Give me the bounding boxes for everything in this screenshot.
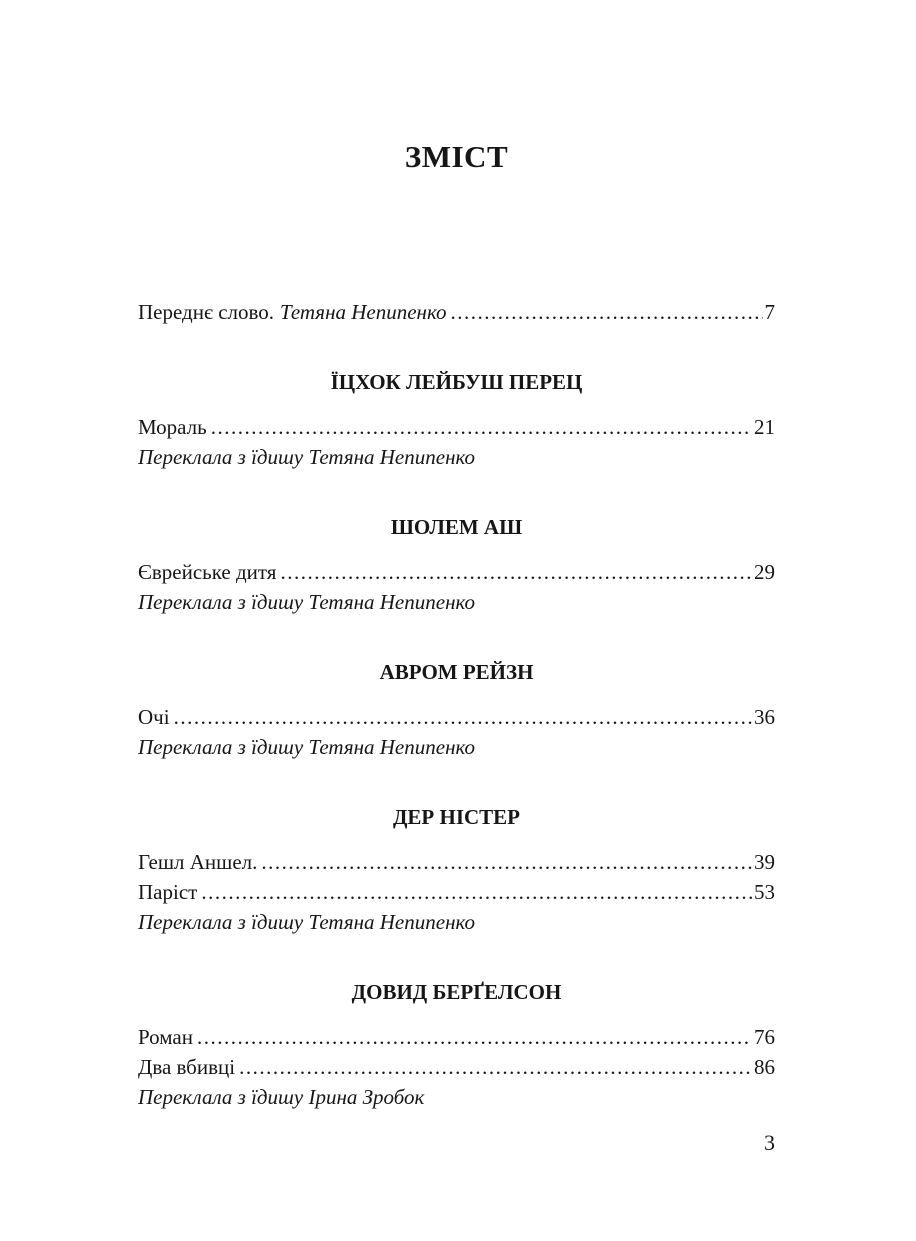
toc-entry-page: 7: [764, 300, 775, 324]
leader-dots: [170, 702, 752, 732]
toc-section: [138, 657, 775, 762]
translator-note: Переклала з їдишу Ірина Зробок: [138, 1085, 425, 1109]
toc-content: [138, 0, 775, 1112]
toc-section: [138, 802, 775, 937]
toc-entry: [138, 847, 775, 877]
toc-entry-page: 76: [754, 1025, 775, 1049]
toc-entry-title: Гешл Аншел.: [138, 850, 258, 874]
toc-entry: [138, 702, 775, 732]
toc-entry-page: 36: [754, 705, 775, 729]
toc-entry: [138, 557, 775, 587]
toc-entry-page: 86: [754, 1055, 775, 1079]
toc-entry-title: Мораль: [138, 415, 207, 439]
toc-entry: [138, 877, 775, 907]
toc-entry: [138, 1052, 775, 1082]
toc-entry: [138, 1022, 775, 1052]
leader-dots: [447, 297, 763, 327]
toc-entry-page: 53: [754, 880, 775, 904]
toc-entry-title: Очі: [138, 705, 170, 729]
leader-dots: [193, 1022, 752, 1052]
toc-section: [138, 367, 775, 472]
toc-entry-preface: [138, 297, 775, 327]
leader-dots: [235, 1052, 752, 1082]
leader-dots: [276, 557, 752, 587]
section-heading: ДОВИД БЕРҐЕЛСОН: [351, 980, 562, 1004]
toc-entry-title: Два вбивці: [138, 1055, 236, 1079]
section-heading: АВРОМ РЕЙЗН: [379, 660, 534, 684]
toc-entry-title: Єврейське дитя: [138, 560, 277, 584]
section-heading: ШОЛЕМ АШ: [390, 515, 523, 539]
section-heading: ЇЦХОК ЛЕЙБУШ ПЕРЕЦ: [330, 370, 583, 394]
toc-entry-page: 39: [754, 850, 775, 874]
translator-note: Переклала з їдишу Тетяна Непипенко: [138, 445, 476, 469]
translator-note: Переклала з їдишу Тетяна Непипенко: [138, 590, 476, 614]
translator-note: Переклала з їдишу Тетяна Непипенко: [138, 910, 476, 934]
toc-entry-author: Тетяна Непипенко: [279, 300, 447, 324]
toc-entry-title: Паріст: [138, 880, 198, 904]
page-title: ЗМІСТ: [404, 139, 509, 174]
toc-entry-title: Переднє слово.: [138, 300, 275, 324]
toc-entry: [138, 412, 775, 442]
toc-section: [138, 512, 775, 617]
translator-note: Переклала з їдишу Тетяна Непипенко: [138, 735, 476, 759]
toc-entry-page: 21: [754, 415, 775, 439]
toc-entry-title: Роман: [138, 1025, 193, 1049]
leader-dots: [197, 877, 752, 907]
toc-entry-page: 29: [754, 560, 775, 584]
page-number: 3: [764, 1130, 775, 1155]
section-heading: ДЕР НІСТЕР: [392, 805, 521, 829]
leader-dots: [207, 412, 752, 442]
leader-dots: [257, 847, 752, 877]
toc-section: [138, 977, 775, 1112]
